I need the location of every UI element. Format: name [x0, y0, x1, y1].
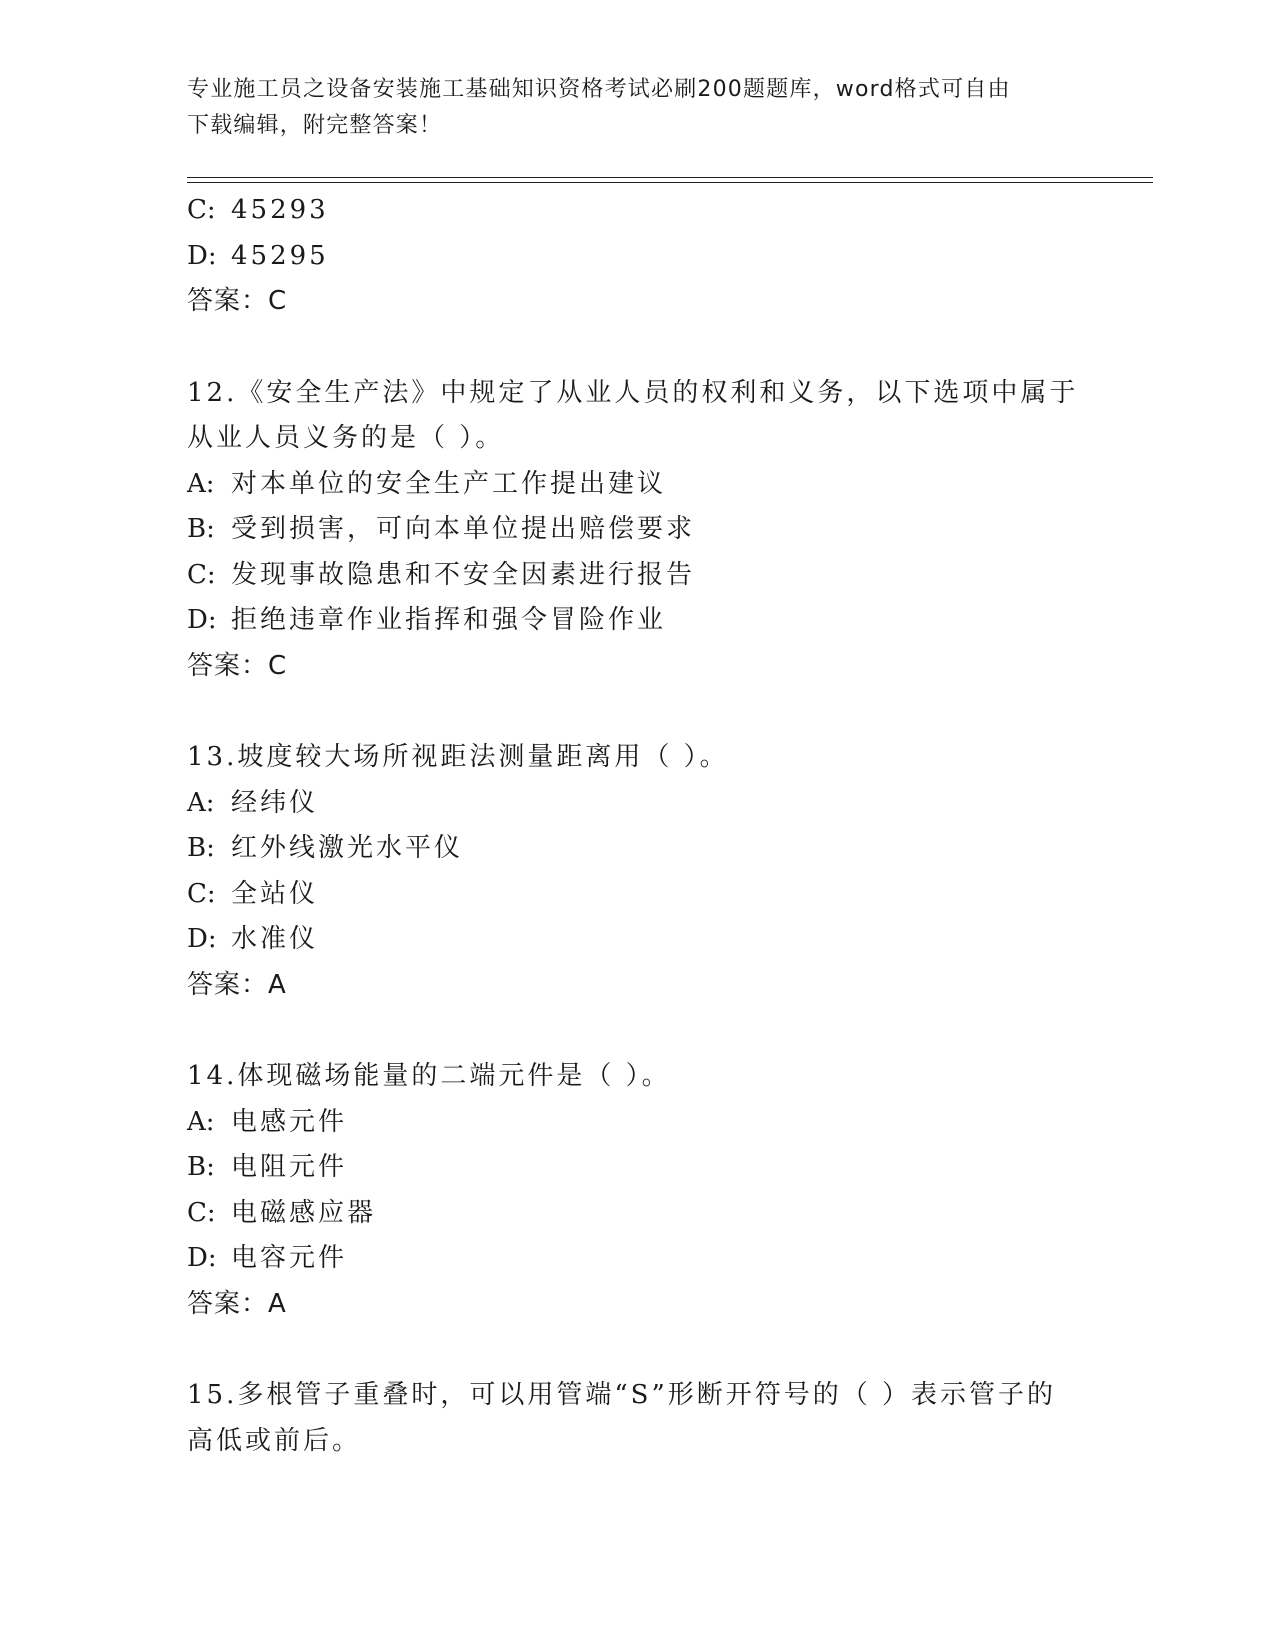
option-text: 电感元件: [231, 1106, 348, 1137]
question-stem-line: 从业人员义务的是（ ）。: [187, 423, 505, 453]
option-line: [187, 917, 1087, 963]
question-13: [187, 735, 1087, 1008]
header-divider-bottom: [187, 182, 1153, 183]
option-text: 45293: [231, 195, 329, 225]
option-text: 电容元件: [231, 1243, 348, 1273]
option-key: D:: [187, 924, 217, 954]
spacer: [187, 325, 1087, 371]
question-stem-line: 14.体现磁场能量的二端元件是（ ）。: [187, 1061, 671, 1091]
question-14: [187, 1054, 1087, 1327]
option-line: [187, 598, 1087, 644]
option-key: D:: [187, 1243, 217, 1273]
option-line: [187, 826, 1087, 872]
option-line: [187, 462, 1087, 508]
option-line: [187, 781, 1087, 827]
spacer: [187, 1008, 1087, 1054]
header-divider-top: [187, 177, 1153, 178]
option-line: [187, 553, 1087, 599]
header-title-line-1: 专业施工员之设备安装施工基础知识资格考试必刷200题题库，word格式可自由: [187, 77, 1011, 102]
option-text: 发现事故隐患和不安全因素进行报告: [231, 559, 696, 590]
option-key: C:: [187, 559, 216, 590]
question-stem-line: 高低或前后。: [187, 1425, 362, 1456]
spacer: [187, 1327, 1087, 1373]
answer-line: 答案：A: [187, 1288, 287, 1319]
option-line: [187, 1236, 1087, 1282]
question-stem-line: 12.《安全生产法》中规定了从业人员的权利和义务，以下选项中属于: [187, 377, 1079, 408]
option-text: 红外线激光水平仪: [231, 833, 464, 863]
option-text: 经纬仪: [231, 787, 319, 818]
spacer: [187, 689, 1087, 735]
option-key: D:: [187, 240, 217, 271]
option-line: [187, 507, 1087, 553]
question-15: [187, 1373, 1087, 1464]
option-key: C:: [187, 1197, 216, 1228]
option-key: B:: [187, 833, 215, 863]
option-key: B:: [187, 1152, 215, 1182]
option-key: C:: [187, 195, 216, 225]
option-key: A:: [187, 1106, 215, 1137]
option-line: [187, 234, 1087, 280]
option-line: [187, 1100, 1087, 1146]
option-text: 受到损害，可向本单位提出赔偿要求: [231, 514, 696, 544]
question-stem-line: 13.坡度较大场所视距法测量距离用（ ）。: [187, 742, 729, 772]
previous-question-tail: [187, 188, 1087, 325]
option-line: [187, 1191, 1087, 1237]
option-text: 对本单位的安全生产工作提出建议: [231, 468, 667, 499]
option-text: 45295: [231, 240, 329, 271]
option-key: A:: [187, 468, 215, 499]
option-key: A:: [187, 787, 215, 818]
answer-line: 答案：C: [187, 286, 288, 316]
answer-line: 答案：C: [187, 650, 288, 681]
option-text: 拒绝违章作业指挥和强令冒险作业: [231, 605, 667, 635]
option-text: 全站仪: [231, 878, 319, 909]
option-key: B:: [187, 514, 215, 544]
question-content: [187, 188, 1087, 1464]
option-line: [187, 188, 1087, 234]
option-key: C:: [187, 878, 216, 909]
option-key: D:: [187, 605, 217, 635]
option-text: 水准仪: [231, 924, 319, 954]
question-stem-line: 15.多根管子重叠时，可以用管端“S”形断开符号的（ ）表示管子的: [187, 1380, 1057, 1410]
answer-line: 答案：A: [187, 969, 287, 1000]
option-text: 电磁感应器: [231, 1197, 377, 1228]
question-12: [187, 371, 1087, 690]
document-header: [187, 72, 1067, 144]
option-line: [187, 872, 1087, 918]
option-line: [187, 1145, 1087, 1191]
header-title-line-2: 下载编辑，附完整答案！: [187, 113, 443, 138]
option-text: 电阻元件: [231, 1152, 348, 1182]
